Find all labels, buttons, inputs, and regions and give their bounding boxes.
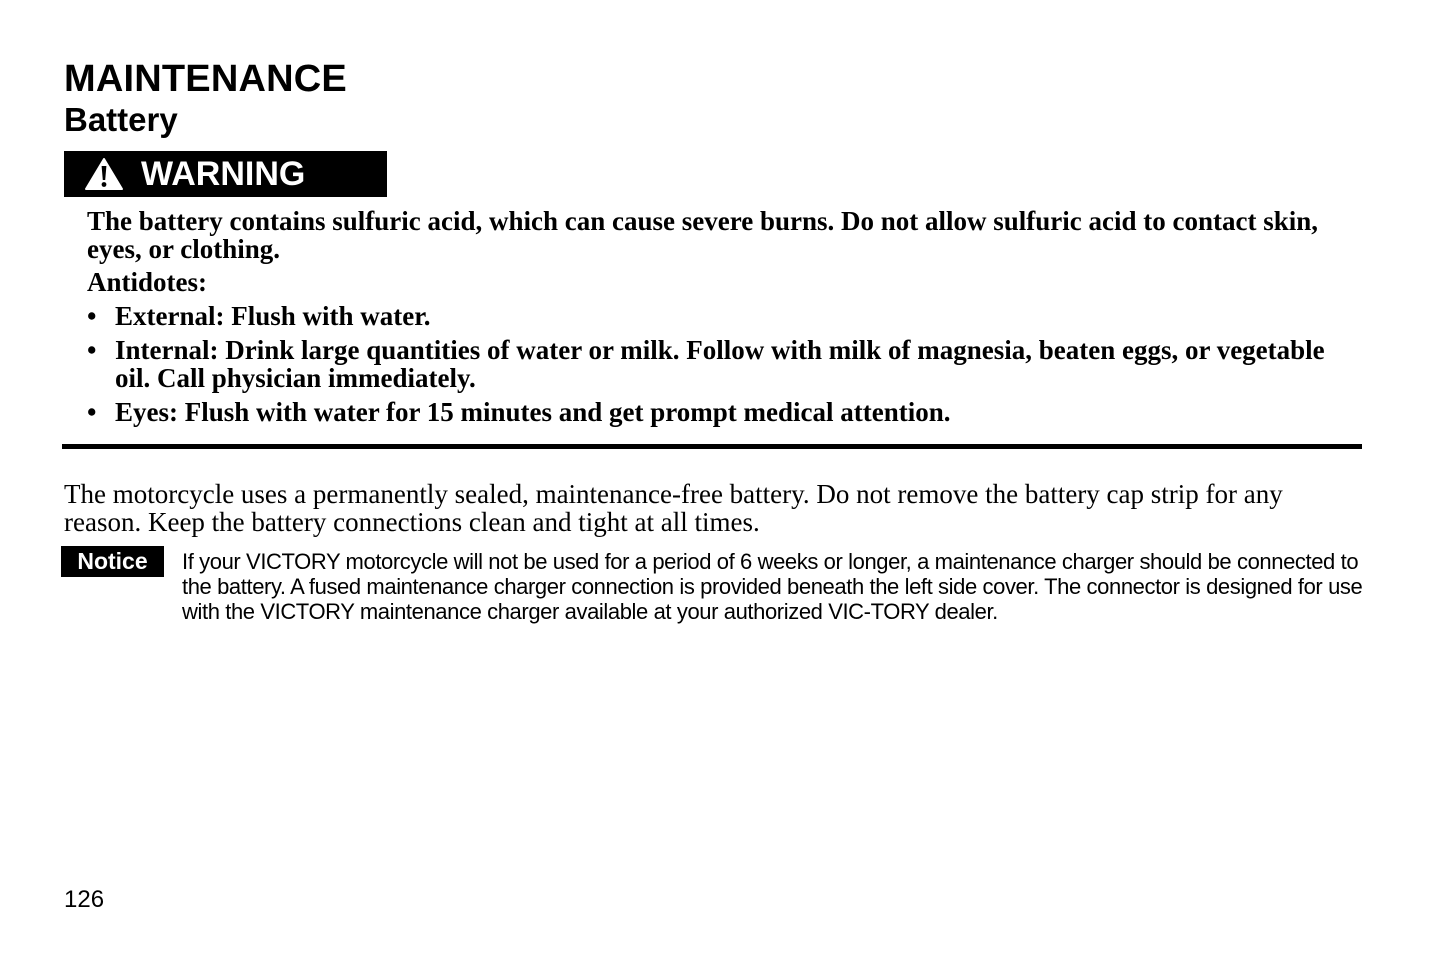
notice-badge: Notice	[61, 546, 164, 577]
bullet: •	[87, 301, 97, 331]
warning-statement: The battery contains sulfuric acid, which can cause severe burns. Do not allow sulfuric acid to contact skin, eyes, or clothing.	[87, 206, 1319, 264]
page-number: 126	[64, 886, 105, 913]
notice-text: If your VICTORY motorcycle will not be used for a period of 6 weeks or longer, a maintenance charger should be connected to the battery. A fused maintenance charger connection is provided beneath the left side cover. The connector is designed for use with the VICTORY maintenance charger available at your authorized VIC-TORY dealer.	[182, 549, 1363, 624]
section-divider	[62, 444, 1362, 449]
antidote-external: External: Flush with water.	[115, 301, 431, 331]
antidotes-list	[87, 302, 1362, 426]
section-subtitle: Battery	[64, 101, 178, 138]
warning-body	[87, 207, 1362, 432]
antidote-internal: Internal: Drink large quantities of water or milk. Follow with milk of magnesia, beaten eggs, or vegetable oil. Call physician immediately.	[115, 335, 1325, 393]
bullet: •	[87, 335, 97, 365]
list-item	[87, 398, 1362, 426]
antidote-eyes: Eyes: Flush with water for 15 minutes and get prompt medical attention.	[115, 397, 951, 427]
battery-paragraph: The motorcycle uses a permanently sealed, maintenance-free battery. Do not remove the battery cap strip for any reason. Keep the battery connections clean and tight at all times.	[64, 479, 1283, 537]
warning-banner	[64, 151, 387, 197]
warning-triangle-icon	[84, 157, 124, 191]
bullet: •	[87, 397, 97, 427]
antidotes-heading: Antidotes:	[87, 267, 207, 297]
warning-label: WARNING	[141, 155, 306, 193]
page-title: MAINTENANCE	[64, 58, 347, 100]
list-item	[87, 302, 1362, 330]
list-item	[87, 336, 1362, 392]
